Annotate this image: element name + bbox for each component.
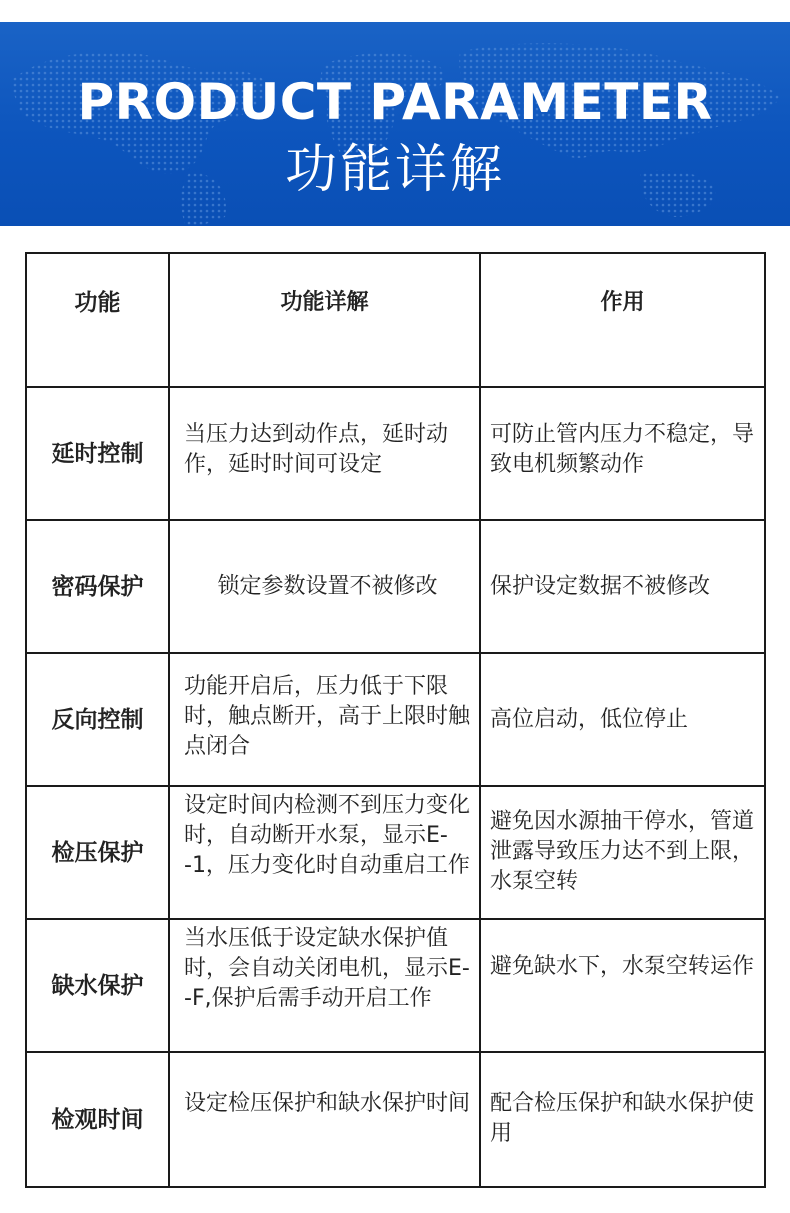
banner-subtitle: 功能详解 bbox=[284, 140, 505, 200]
table-row bbox=[26, 919, 765, 1052]
header-banner bbox=[0, 22, 790, 226]
table-row bbox=[26, 520, 765, 653]
row-detail: 锁定参数设置不被修改 bbox=[169, 520, 480, 653]
parameter-table bbox=[25, 252, 766, 1188]
banner-title: PRODUCT PARAMETER bbox=[77, 73, 713, 131]
row-detail: 设定时间内检测不到压力变化时，自动断开水泵，显示E--1，压力变化时自动重启工作 bbox=[169, 786, 480, 919]
row-function: 检观时间 bbox=[26, 1052, 169, 1187]
row-detail: 功能开启后，压力低于下限时，触点断开，高于上限时触点闭合 bbox=[169, 653, 480, 786]
row-detail: 当水压低于设定缺水保护值时，会自动关闭电机，显示E--F,保护后需手动开启工作 bbox=[169, 919, 480, 1052]
row-effect: 避免缺水下，水泵空转运作 bbox=[480, 919, 765, 1052]
table-row bbox=[26, 387, 765, 520]
header-detail: 功能详解 bbox=[169, 253, 480, 387]
row-detail: 当压力达到动作点，延时动作，延时时间可设定 bbox=[169, 387, 480, 520]
row-effect: 可防止管内压力不稳定，导致电机频繁动作 bbox=[480, 387, 765, 520]
row-function: 检压保护 bbox=[26, 786, 169, 919]
row-detail: 设定检压保护和缺水保护时间 bbox=[169, 1052, 480, 1187]
table-row bbox=[26, 786, 765, 919]
row-effect: 配合检压保护和缺水保护使用 bbox=[480, 1052, 765, 1187]
row-function: 延时控制 bbox=[26, 387, 169, 520]
header-effect: 作用 bbox=[480, 253, 765, 387]
header-function: 功能 bbox=[26, 253, 169, 387]
row-effect: 高位启动，低位停止 bbox=[480, 653, 765, 786]
table-row bbox=[26, 1052, 765, 1187]
table-header-row bbox=[26, 253, 765, 387]
row-function: 缺水保护 bbox=[26, 919, 169, 1052]
row-effect: 保护设定数据不被修改 bbox=[480, 520, 765, 653]
row-effect: 避免因水源抽干停水，管道泄露导致压力达不到上限，水泵空转 bbox=[480, 786, 765, 919]
table-row bbox=[26, 653, 765, 786]
row-function: 密码保护 bbox=[26, 520, 169, 653]
row-function: 反向控制 bbox=[26, 653, 169, 786]
